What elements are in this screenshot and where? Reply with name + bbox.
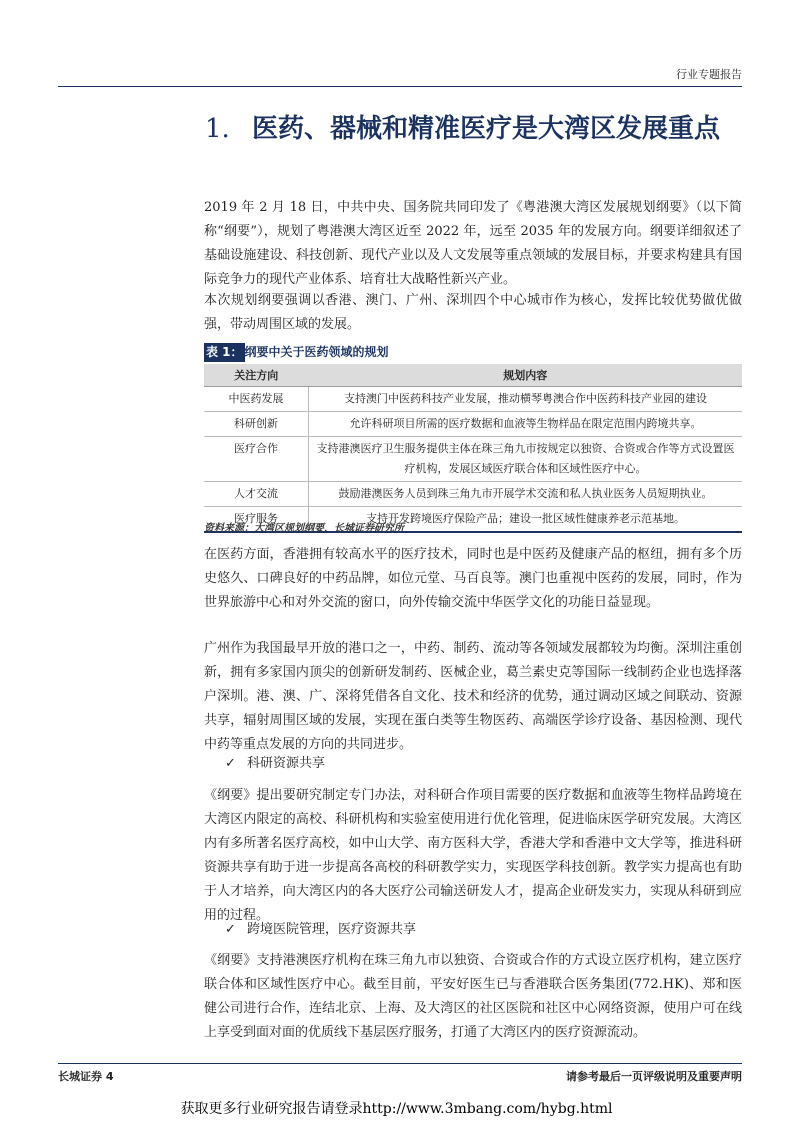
table-cell-content: 支持港澳医疗卫生服务提供主体在珠三角九市按规定以独资、合资或合作等方式设置医疗机构，发展区域医疗联合体和区域性医疗中心。 (309, 437, 743, 482)
checkmark-icon: ✓ (225, 922, 236, 937)
table-cell-topic: 医疗服务 (204, 507, 309, 533)
bullet-cross-border (225, 920, 416, 940)
table-row (204, 412, 742, 437)
footer-divider (58, 1063, 742, 1064)
table-cell-content: 支持开发跨境医疗保险产品；建设一批区域性健康养老示范基地。 (309, 507, 743, 533)
table-header-cell: 规划内容 (309, 364, 743, 387)
promo-banner: 获取更多行业研究报告请登录http://www.3mbang.com/hybg.html (180, 1101, 613, 1117)
paragraph-core-cities: 本次规划纲要强调以香港、澳门、广州、深圳四个中心城市作为核心，发挥比较优势做优做强，带动周围区域的发展。 (204, 293, 742, 332)
footer-right: 请参考最后一页评级说明及重要声明 (566, 1070, 742, 1083)
table-cell-content: 允许科研项目所需的医疗数据和血液等生物样品在限定范围内跨境共享。 (309, 412, 743, 437)
table-row (204, 437, 742, 482)
table-header-cell: 关注方向 (204, 364, 309, 387)
table-header-row (204, 364, 742, 387)
table-cell-content: 支持澳门中医药科技产业发展，推动横琴粤澳合作中医药科技产业园的建设 (309, 387, 743, 412)
paragraph-medical-institutions: 《纲要》支持港澳医疗机构在珠三角九市以独资、合资或合作的方式设立医疗机构，建立医疗联合体和区域性医疗中心。截至目前，平安好医生已与香港联合医务集团(772.HK)、郑和医健公司进行合作，连结北京、上海、及大湾区的社区医院和社区中心网络资源，使用户可在线上享受到面对面的优质线下基层医疗服务，打通了大湾区内的医疗资源流动。 (204, 953, 742, 1040)
table-caption-text: 纲要中关于医药领域的规划 (244, 345, 389, 359)
table-row (204, 482, 742, 507)
paragraph-research: 《纲要》提出要研究制定专门办法，对科研合作项目需要的医疗数据和血液等生物样品跨境在大湾区内限定的高校、科研机构和实验室使用进行优化管理，促进临床医学研究发展。大湾区内有多所著名医疗高校，如中山大学、南方医科大学，香港大学和香港中文大学等，推进科研资源共享有助于进一步提高各高校的科研教学实力，实现医学科技创新。教学实力提高也有助于人才培养，向大湾区内的各大医疗公司输送研发人才，提高企业研发实力，实现从科研到应用的过程。 (204, 788, 742, 923)
bullet-research-sharing (225, 754, 325, 774)
footer-left: 长城证券 4 (58, 1070, 114, 1083)
paragraph-hk-macau: 在医药方面，香港拥有较高水平的医疗技术，同时也是中医药及健康产品的枢纽，拥有多个历史悠久、口碑良好的中药品牌，如位元堂、马百良等。澳门也重视中医药的发展，同时，作为世界旅游中心和对外交流的窗口，向外传输交流中华医学文化的功能日益显现。 (204, 547, 742, 610)
header-divider (58, 86, 742, 87)
paragraph-gz-sz: 广州作为我国最早开放的港口之一，中药、制药、流动等各领域发展都较为均衡。深圳注重创新，拥有多家国内顶尖的创新研发制药、医械企业，葛兰素史克等国际一线制药企业也选择落户深圳。港、澳、广、深将凭借各自文化、技术和经济的优势，通过调动区域之间联动、资源共享，辐射周围区域的发展，实现在蛋白类等生物医药、高端医学诊疗设备、基因检测、现代中药等重点发展的方向的共同进步。 (204, 641, 742, 752)
header-label: 行业专题报告 (676, 68, 742, 81)
table-source: 资料来源：大湾区规划纲要，长城证券研究所 (204, 523, 404, 534)
table-cell-topic: 人才交流 (204, 482, 309, 507)
section-heading (205, 108, 765, 150)
table-cell-topic: 科研创新 (204, 412, 309, 437)
table-cell-topic: 中医药发展 (204, 387, 309, 412)
bullet-label: 科研资源共享 (247, 756, 326, 771)
paragraph-intro: 2019 年 2 月 18 日，中共中央、国务院共同印发了《粤港澳大湾区发展规划纲要》（以下简称“纲要”），规划了粤港澳大湾区近至 2022 年，远至 2035 年的发展方向。纲要详细叙述了基础设施建设、科技创新、现代产业以及人文发展等重点领域的发展目标，并要求构建具有国际竞争力的现代产业体系、培育壮大战略性新兴产业。 (204, 200, 742, 287)
planning-table (204, 364, 742, 533)
table-caption-badge: 表 1： (204, 343, 245, 362)
bullet-label: 跨境医院管理，医疗资源共享 (247, 922, 417, 937)
table-cell-content: 鼓励港澳医务人员到珠三角九市开展学术交流和私人执业医务人员短期执业。 (309, 482, 743, 507)
table-row (204, 387, 742, 412)
section-title: 医药、器械和精准医疗是大湾区发展重点 (252, 114, 721, 144)
section-number: 1. (205, 114, 230, 144)
table-cell-topic: 医疗合作 (204, 437, 309, 482)
checkmark-icon: ✓ (225, 756, 236, 771)
table-caption (204, 343, 742, 362)
